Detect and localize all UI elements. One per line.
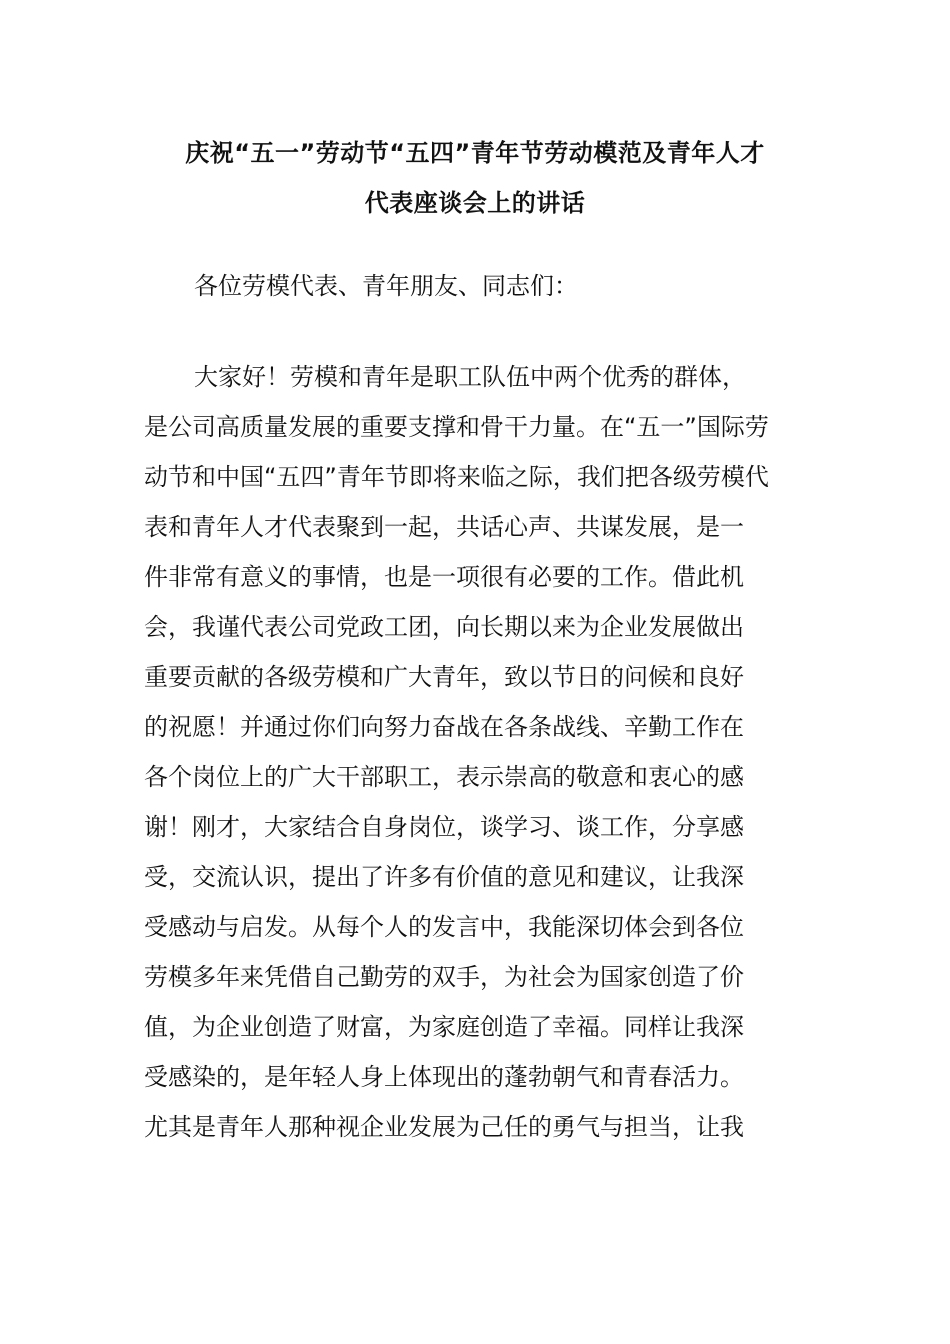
body-line: 受，交流认识，提出了许多有价值的意见和建议，让我深 [144, 863, 744, 891]
body-paragraph [144, 352, 824, 1152]
body-line: 各个岗位上的广大干部职工，表示崇高的敬意和衷心的感 [144, 763, 744, 791]
body-line: 表和青年人才代表聚到一起，共话心声、共谋发展，是一 [144, 513, 744, 541]
body-line: 值，为企业创造了财富，为家庭创造了幸福。同样让我深 [144, 1013, 744, 1041]
body-line: 会，我谨代表公司党政工团，向长期以来为企业发展做出 [144, 613, 744, 641]
body-line: 动节和中国“五四”青年节即将来临之际，我们把各级劳模代 [144, 463, 769, 491]
body-line: 是公司高质量发展的重要支撑和骨干力量。在“五一”国际劳 [144, 413, 769, 441]
body-line: 的祝愿！并通过你们向努力奋战在各条战线、辛勤工作在 [144, 713, 744, 741]
body-line: 大家好！劳模和青年是职工队伍中两个优秀的群体， [194, 363, 746, 391]
body-line: 受感染的，是年轻人身上体现出的蓬勃朝气和青春活力。 [144, 1063, 744, 1091]
body-line: 尤其是青年人那种视企业发展为己任的勇气与担当，让我 [144, 1113, 744, 1141]
title-line-2: 代表座谈会上的讲话 [364, 189, 586, 217]
body-line: 劳模多年来凭借自己勤劳的双手，为社会为国家创造了价 [144, 963, 744, 991]
body-line: 件非常有意义的事情，也是一项很有必要的工作。借此机 [144, 563, 744, 591]
body-line: 谢！刚才，大家结合自身岗位，谈学习、谈工作，分享感 [144, 813, 744, 841]
title-line-1: 庆祝“五一”劳动节“五四”青年节劳动模范及青年人才 [185, 139, 765, 167]
body-line: 重要贡献的各级劳模和广大青年，致以节日的问候和良好 [144, 663, 744, 691]
document-title [100, 128, 850, 228]
body-line: 受感动与启发。从每个人的发言中，我能深切体会到各位 [144, 913, 744, 941]
salutation: 各位劳模代表、青年朋友、同志们： [194, 272, 578, 300]
